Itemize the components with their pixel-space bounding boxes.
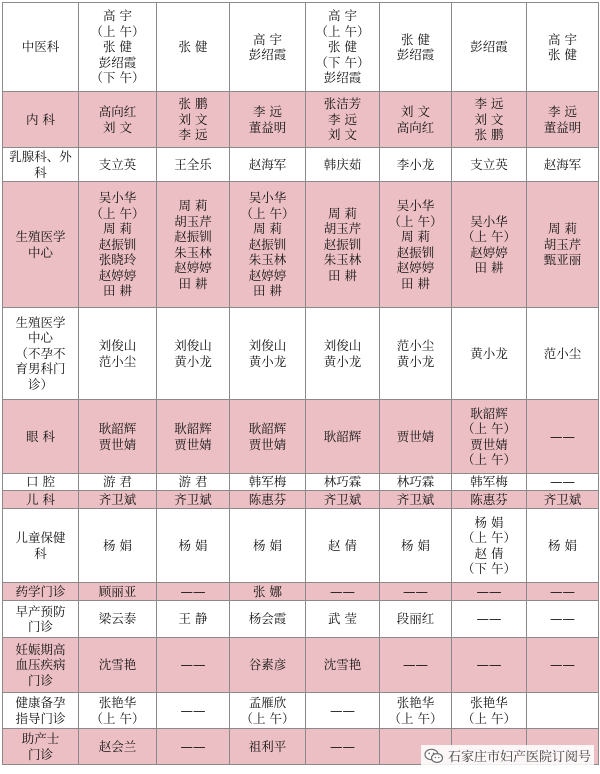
- department-cell: 儿童保健 科: [3, 509, 79, 583]
- doctor-cell: 杨 娟: [527, 509, 599, 583]
- doctor-cell: 张洁芳 李 远 刘 文: [306, 92, 380, 148]
- doctor-cell: [527, 693, 599, 729]
- department-cell: 生殖医学 中心: [3, 182, 79, 308]
- doctor-cell: 高 宇 （上 午） 张 健 彭绍霞 （下 午）: [79, 3, 157, 92]
- table-row: [3, 693, 599, 729]
- doctor-cell: 高 宇 张 健: [527, 3, 599, 92]
- doctor-cell: 高向红 刘 文: [79, 92, 157, 148]
- doctor-cell: 韩军梅: [230, 474, 306, 491]
- doctor-cell: 耿韶辉 （上 午） 贾世婧 （上 午）: [452, 400, 527, 474]
- doctor-cell: ——: [527, 601, 599, 638]
- doctor-cell: ——: [306, 583, 380, 601]
- doctor-cell: 孟雁欣 （上 午）: [230, 693, 306, 729]
- doctor-cell: 武 莹: [306, 601, 380, 638]
- table-row: [3, 3, 599, 92]
- department-cell: 眼 科: [3, 400, 79, 474]
- doctor-cell: 吴小华 （上 午） 周 莉 赵振钏 朱玉林 赵婷婷 田 耕: [230, 182, 306, 308]
- doctor-cell: 陈惠芬: [452, 491, 527, 509]
- doctor-cell: ——: [306, 693, 380, 729]
- doctor-cell: ——: [306, 729, 380, 765]
- doctor-cell: 齐卫斌: [527, 491, 599, 509]
- doctor-cell: ——: [380, 583, 452, 601]
- doctor-cell: 张 健 彭绍霞: [380, 3, 452, 92]
- doctor-cell: 李 远 董益明: [527, 92, 599, 148]
- doctor-cell: 张艳华 （上 午）: [452, 693, 527, 729]
- doctor-cell: 林巧霖: [306, 474, 380, 491]
- doctor-cell: 耿韶辉 贾世婧: [230, 400, 306, 474]
- table-row: [3, 491, 599, 509]
- doctor-cell: 刘俊山 黄小龙: [157, 308, 230, 400]
- doctor-cell: 游 君: [79, 474, 157, 491]
- table-row: [3, 638, 599, 693]
- department-cell: 健康备孕 指导门诊: [3, 693, 79, 729]
- doctor-cell: 范小尘: [527, 308, 599, 400]
- doctor-cell: 高 宇 彭绍霞: [230, 3, 306, 92]
- doctor-cell: 齐卫斌: [380, 491, 452, 509]
- watermark-text: 石家庄市妇产医院订阅号: [447, 750, 591, 765]
- doctor-cell: 韩庆茹: [306, 148, 380, 182]
- doctor-cell: ——: [157, 583, 230, 601]
- doctor-cell: 吴小华 （上 午） 周 莉 赵振钏 张晓玲 赵婷婷 田 耕: [79, 182, 157, 308]
- doctor-cell: 耿韶辉 贾世婧: [157, 400, 230, 474]
- doctor-cell: 林巧霖: [380, 474, 452, 491]
- table-row: [3, 601, 599, 638]
- doctor-cell: ——: [157, 693, 230, 729]
- doctor-cell: 刘俊山 范小尘: [79, 308, 157, 400]
- doctor-cell: 齐卫斌: [306, 491, 380, 509]
- department-cell: 药学门诊: [3, 583, 79, 601]
- doctor-cell: 张 娜: [230, 583, 306, 601]
- doctor-cell: 吴小华 （上 午） 赵婷婷 田 耕: [452, 182, 527, 308]
- table-row: [3, 583, 599, 601]
- doctor-cell: 段丽红: [380, 601, 452, 638]
- doctor-cell: 张 健: [157, 3, 230, 92]
- table-row: [3, 308, 599, 400]
- doctor-cell: 顾丽亚: [79, 583, 157, 601]
- doctor-cell: 吴小华 （上 午） 周 莉 赵振钏 赵婷婷 田 耕: [380, 182, 452, 308]
- doctor-cell: 沈雪艳: [79, 638, 157, 693]
- doctor-cell: 谷素彦: [230, 638, 306, 693]
- department-cell: 内 科: [3, 92, 79, 148]
- doctor-cell: 齐卫斌: [157, 491, 230, 509]
- table-row: [3, 148, 599, 182]
- doctor-cell: 梁云泰: [79, 601, 157, 638]
- schedule-table: [2, 2, 599, 765]
- table-row: [3, 509, 599, 583]
- table-row: [3, 92, 599, 148]
- doctor-cell: 张 鹏 刘 文 李 远: [157, 92, 230, 148]
- doctor-cell: 耿韶辉: [306, 400, 380, 474]
- doctor-cell: 王全乐: [157, 148, 230, 182]
- table-row: [3, 474, 599, 491]
- doctor-cell: 刘俊山 黄小龙: [230, 308, 306, 400]
- doctor-cell: 刘俊山 黄小龙: [306, 308, 380, 400]
- doctor-cell: 赵会兰: [79, 729, 157, 765]
- doctor-cell: 沈雪艳: [306, 638, 380, 693]
- table-row: [3, 400, 599, 474]
- doctor-cell: 黄小龙: [452, 308, 527, 400]
- doctor-cell: 高 宇 （上 午） 张 健 （下 午） 彭绍霞: [306, 3, 380, 92]
- doctor-cell: 李 远 刘 文 张 鹏: [452, 92, 527, 148]
- doctor-cell: 王 静: [157, 601, 230, 638]
- doctor-cell: 李 远 董益明: [230, 92, 306, 148]
- doctor-cell: 齐卫斌: [79, 491, 157, 509]
- doctor-cell: ——: [527, 400, 599, 474]
- department-cell: 乳腺科、外 科: [3, 148, 79, 182]
- doctor-cell: 周 莉 胡玉芹 甄亚丽: [527, 182, 599, 308]
- doctor-cell: 范小尘 黄小龙: [380, 308, 452, 400]
- doctor-cell: 刘 文 高向红: [380, 92, 452, 148]
- doctor-cell: ——: [452, 601, 527, 638]
- doctor-cell: 李小龙: [380, 148, 452, 182]
- doctor-cell: ——: [527, 474, 599, 491]
- department-cell: 口 腔: [3, 474, 79, 491]
- doctor-cell: 耿韶辉 贾世婧: [79, 400, 157, 474]
- doctor-cell: 杨会霞: [230, 601, 306, 638]
- doctor-cell: ——: [380, 638, 452, 693]
- doctor-cell: 周 莉 胡玉芹 赵振钏 朱玉林 赵婷婷 田 耕: [157, 182, 230, 308]
- doctor-cell: 彭绍霞: [452, 3, 527, 92]
- watermark: [421, 745, 594, 766]
- department-cell: 儿 科: [3, 491, 79, 509]
- doctor-cell: 杨 娟: [79, 509, 157, 583]
- doctor-cell: 杨 娟: [157, 509, 230, 583]
- doctor-cell: 支立英: [452, 148, 527, 182]
- doctor-cell: 杨 娟: [230, 509, 306, 583]
- wechat-icon: [424, 748, 444, 764]
- doctor-cell: ——: [157, 729, 230, 765]
- doctor-cell: 张艳华 （上 午）: [380, 693, 452, 729]
- doctor-cell: 杨 娟 （上 午） 赵 倩 （下 午）: [452, 509, 527, 583]
- doctor-cell: 杨 娟: [380, 509, 452, 583]
- doctor-cell: 赵海军: [527, 148, 599, 182]
- doctor-cell: 张艳华 （上 午）: [79, 693, 157, 729]
- doctor-cell: 支立英: [79, 148, 157, 182]
- doctor-cell: 贾世婧: [380, 400, 452, 474]
- department-cell: 妊娠期高 血压疾病 门诊: [3, 638, 79, 693]
- doctor-cell: ——: [452, 583, 527, 601]
- doctor-cell: 陈惠芬: [230, 491, 306, 509]
- doctor-cell: 祖利平: [230, 729, 306, 765]
- doctor-cell: ——: [452, 638, 527, 693]
- doctor-cell: 韩军梅: [452, 474, 527, 491]
- department-cell: 早产预防 门诊: [3, 601, 79, 638]
- doctor-cell: ——: [157, 638, 230, 693]
- doctor-cell: 赵海军: [230, 148, 306, 182]
- department-cell: 助产士 门诊: [3, 729, 79, 765]
- doctor-cell: 赵 倩: [306, 509, 380, 583]
- department-cell: 生殖医学 中心 （不孕不 育男科门 诊）: [3, 308, 79, 400]
- doctor-cell: ——: [527, 583, 599, 601]
- department-cell: 中医科: [3, 3, 79, 92]
- table-row: [3, 182, 599, 308]
- doctor-cell: 周 莉 胡玉芹 赵振钏 朱玉林 田 耕: [306, 182, 380, 308]
- doctor-cell: 游 君: [157, 474, 230, 491]
- doctor-cell: ——: [527, 638, 599, 693]
